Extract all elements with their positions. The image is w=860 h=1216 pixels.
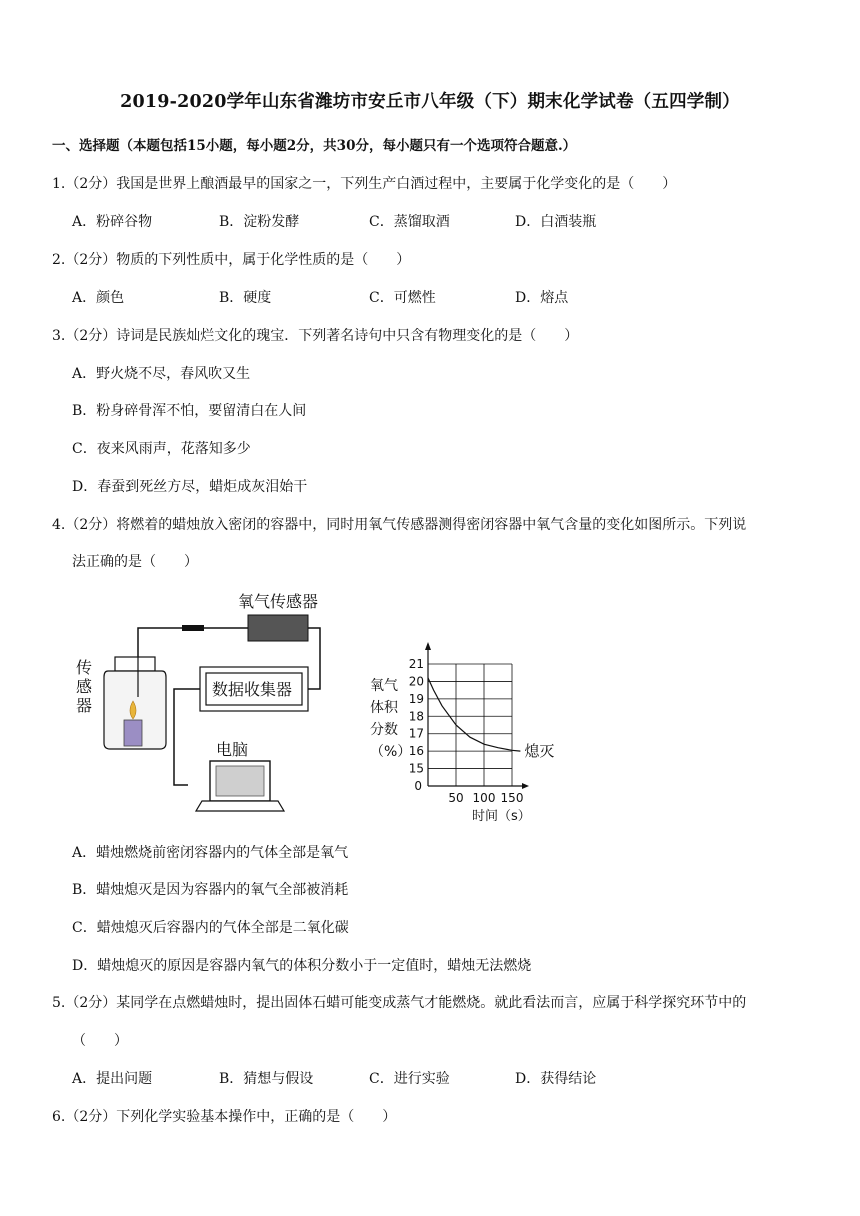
sensor-side-label-1: 传: [76, 658, 93, 677]
y-tick-label: 15: [408, 761, 424, 776]
question-5-option-c[interactable]: C．进行实验: [369, 1071, 450, 1087]
computer-label: 电脑: [216, 740, 249, 759]
question-4-option-d[interactable]: D．蜡烛熄灭的原因是容器内氧气的体积分数小于一定值时，蜡烛无法燃烧: [72, 958, 532, 974]
y-axis-label-line: 分数: [370, 722, 398, 738]
extinguish-annotation: 熄灭: [524, 742, 555, 761]
sensor-box-label: 氧气传感器: [238, 592, 319, 611]
laptop-icon: [196, 761, 284, 811]
question-2-option-b[interactable]: B．硬度: [219, 290, 272, 306]
x-axis-label: 时间（s）: [472, 809, 531, 824]
y-axis-label-line: 体积: [370, 700, 398, 716]
question-5-option-d[interactable]: D．获得结论: [515, 1071, 597, 1087]
x-tick-label: 150: [500, 791, 524, 805]
question-5-option-a[interactable]: A．提出问题: [72, 1071, 153, 1087]
y-axis-arrow: [425, 642, 431, 650]
question-2-stem: 2.（2分）物质的下列性质中，属于化学性质的是（ ）: [52, 252, 411, 268]
question-1-option-a[interactable]: A．粉碎谷物: [72, 214, 153, 230]
question-5-stem: 5.（2分）某同学在点燃蜡烛时，提出固体石蜡可能变成蒸气才能燃烧。就此看法而言，应属于科学探究环节中的: [52, 995, 747, 1011]
question-1-stem: 1.（2分）我国是世界上酿酒最早的国家之一，下列生产白酒过程中，主要属于化学变化的是（ ）: [52, 176, 677, 192]
question-1-option-b[interactable]: B．淀粉发酵: [219, 214, 300, 230]
question-2-option-a[interactable]: A．颜色: [72, 290, 125, 306]
oxygen-volume-chart: [368, 636, 555, 826]
question-4-stem-line-1: 4.（2分）将燃着的蜡烛放入密闭的容器中，同时用氧气传感器测得密闭容器中氧气含量的变化如图所示。下列说: [52, 517, 747, 533]
question-1-option-c[interactable]: C．蒸馏取酒: [369, 214, 450, 230]
question-5-stem-line-2: （ ）: [72, 1033, 128, 1049]
x-tick-label: 50: [448, 791, 464, 805]
question-4-option-a[interactable]: A．蜡烛燃烧前密闭容器内的气体全部是氧气: [72, 845, 349, 861]
y-tick-label: 21: [408, 657, 424, 671]
y-tick-label: 18: [408, 709, 424, 724]
question-3-option-c[interactable]: C．夜来风雨声，花落知多少: [72, 441, 251, 457]
question-5-option-b[interactable]: B．猜想与假设: [219, 1071, 314, 1087]
oxygen-sensor-box: [248, 615, 308, 641]
y-axis-label-line: 氧气: [370, 678, 398, 694]
question-1-option-d[interactable]: D．白酒装瓶: [515, 214, 597, 230]
section-heading: 一、选择题（本题包括15小题，每小题2分，共30分，每小题只有一个选项符合题意.）: [52, 138, 577, 154]
x-tick-label: 0: [414, 779, 422, 793]
data-collector-label: 数据收集器: [212, 680, 293, 699]
y-axis-label-line: （%）: [370, 744, 412, 760]
apparatus-figure: [70, 585, 370, 825]
question-4-stem-line-2: 法正确的是（ ）: [72, 554, 198, 570]
question-4-option-b[interactable]: B．蜡烛熄灭是因为容器内的氧气全部被消耗: [72, 882, 349, 898]
question-3-option-a[interactable]: A．野火烧不尽，春风吹又生: [72, 366, 251, 382]
question-6-stem: 6.（2分）下列化学实验基本操作中，正确的是（ ）: [52, 1109, 397, 1125]
question-3-stem: 3.（2分）诗词是民族灿烂文化的瑰宝．下列著名诗句中只含有物理变化的是（ ）: [52, 328, 579, 344]
sensor-side-label-2: 感: [76, 677, 93, 696]
x-tick-label: 100: [472, 791, 496, 805]
question-3-option-d[interactable]: D．春蚕到死丝方尽，蜡炬成灰泪始干: [72, 479, 308, 495]
y-tick-label: 19: [408, 691, 424, 706]
y-tick-label: 17: [408, 726, 424, 741]
question-2-option-c[interactable]: C．可燃性: [369, 290, 436, 306]
y-tick-label: 16: [408, 744, 424, 759]
question-2-option-d[interactable]: D．熔点: [515, 290, 569, 306]
question-3-option-b[interactable]: B．粉身碎骨浑不怕，要留清白在人间: [72, 403, 307, 419]
oxygen-series-line: [428, 678, 520, 751]
x-axis-arrow: [522, 783, 529, 789]
page-title: 2019-2020学年山东省潍坊市安丘市八年级（下）期末化学试卷（五四学制）: [120, 92, 740, 112]
y-tick-label: 20: [408, 674, 424, 689]
question-4-option-c[interactable]: C．蜡烛熄灭后容器内的气体全部是二氧化碳: [72, 920, 349, 936]
sensor-side-label-3: 器: [76, 696, 93, 715]
